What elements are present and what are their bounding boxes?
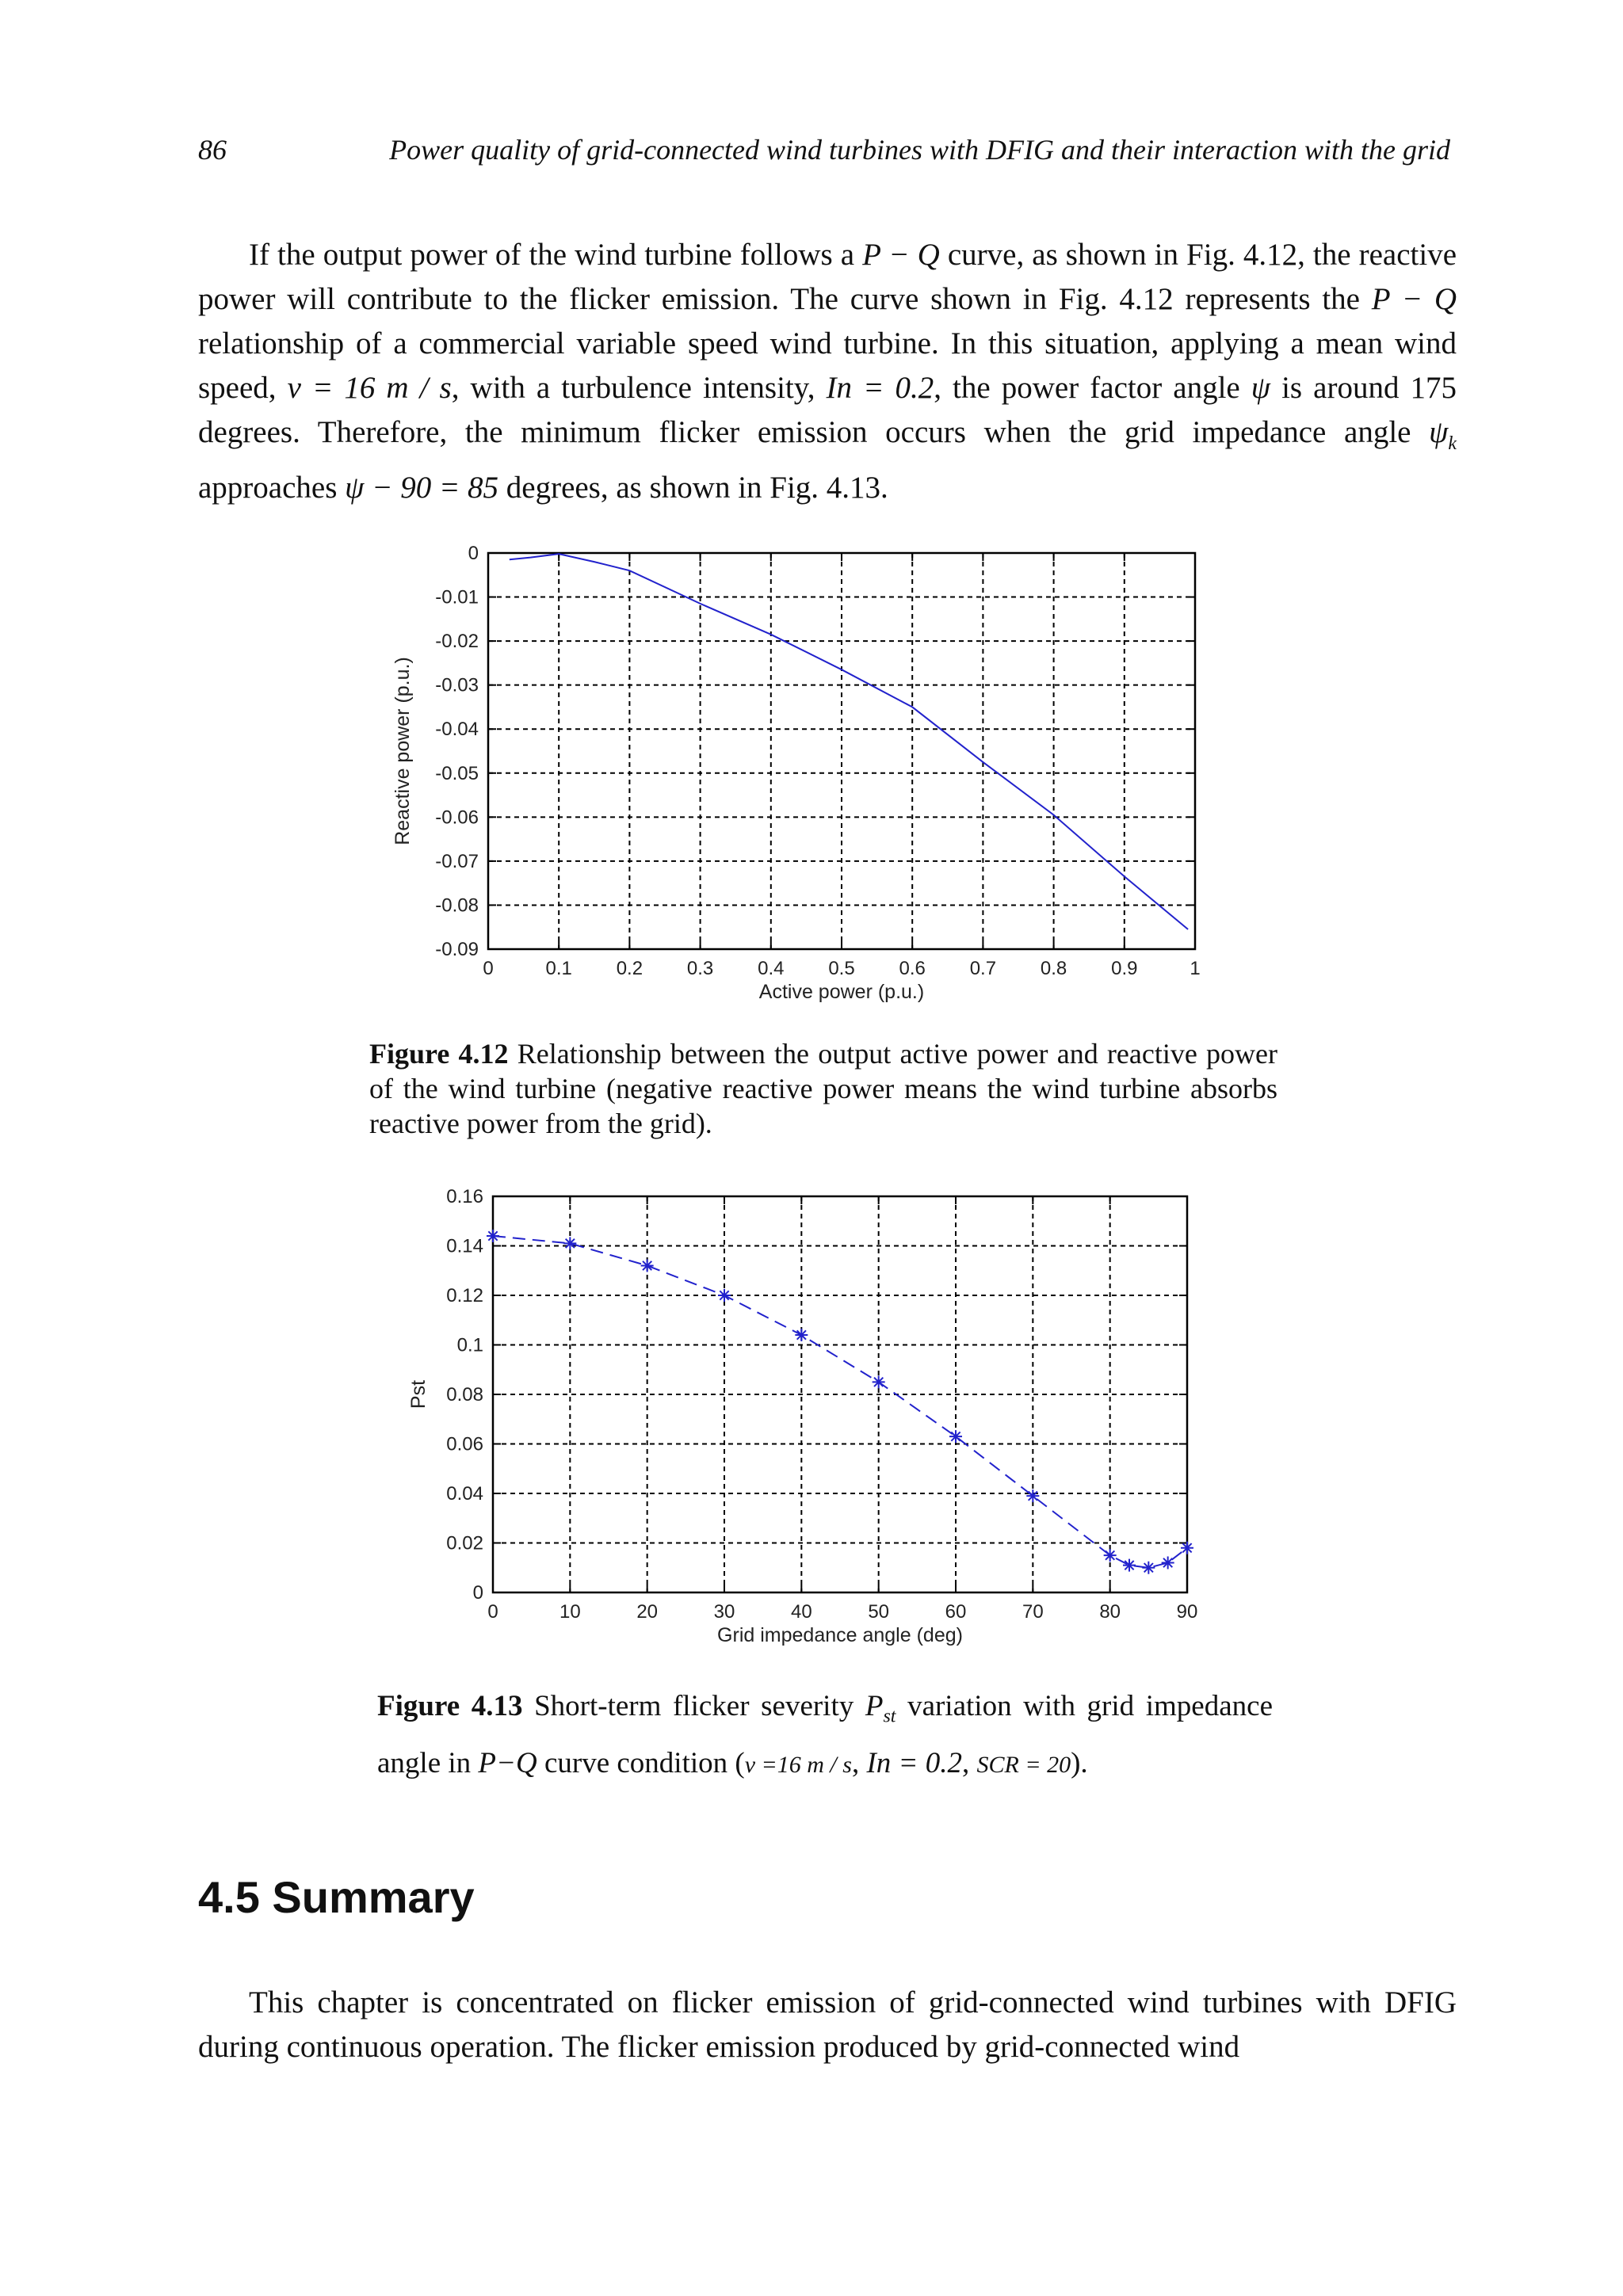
data-point-marker [563,1237,576,1249]
data-point-marker [1162,1557,1174,1569]
y-tick-label: 0.14 [446,1235,483,1257]
x-tick-label: 80 [1099,1601,1121,1623]
y-tick-label: -0.02 [435,631,479,653]
math-wind-speed: v = 16 m / s [287,371,452,405]
x-tick-label: 50 [868,1601,890,1623]
running-header [198,133,1450,173]
y-tick-label: 0.06 [446,1433,483,1455]
figure-4-13-chart [380,1177,1220,1653]
figure-4-12-label: Figure 4.12 [369,1038,509,1070]
summary-text: This chapter is concentrated on flicker emission of grid-connected wind turbines with DFIG during continuous operation. The flicker emission produced by grid-connected wind [198,1985,1457,2064]
data-point-marker [1104,1549,1117,1562]
section-heading: 4.5 Summary [198,1872,475,1922]
figure-4-12-chart [380,532,1220,1008]
y-tick-label: 0.1 [456,1334,483,1356]
x-axis-label: Grid impedance angle (deg) [717,1624,963,1646]
y-tick-label: 0.08 [446,1384,483,1405]
x-tick-label: 90 [1176,1601,1198,1623]
y-tick-label: -0.09 [435,939,479,960]
para1-text-1: If the output power of the wind turbine follows a [249,238,863,272]
y-tick-label: -0.03 [435,674,479,696]
page-number: 86 [198,134,227,166]
y-tick-label: 0.04 [446,1483,483,1505]
figure-4-13-text-1: Short-term flicker severity [522,1690,865,1722]
x-tick-label: 0.3 [686,958,714,979]
data-point-marker [1181,1542,1193,1554]
math-pq-1: P − Q [862,238,940,272]
para1-text-3: relationship of a commercial variable speed wind turbine. In this situation, applying a mean wind speed, [198,326,1457,405]
figure-4-13-text-3: curve condition ( [537,1747,745,1780]
math-scr: SCR = 20 [976,1752,1071,1779]
figure-4-12-caption [369,1036,1277,1141]
x-tick-label: 40 [790,1601,812,1623]
y-tick-label: 0.16 [446,1186,483,1207]
math-psi: ψ [1251,371,1271,405]
y-tick-label: -0.08 [435,894,479,917]
y-axis-label: Reactive power (p.u.) [391,657,414,845]
running-title: Power quality of grid-connected wind turbines with DFIG and their interaction with the grid [389,134,1450,166]
y-tick-label: -0.05 [435,762,479,784]
x-tick-label: 70 [1022,1601,1044,1623]
x-tick-label: 1 [1190,958,1201,979]
x-tick-label: 0.2 [616,958,643,979]
pq-chart [380,532,1220,1008]
math-pq-3: P−Q [478,1747,537,1780]
data-point-marker [949,1430,962,1443]
y-tick-label: -0.07 [435,850,479,872]
data-point-marker [1123,1559,1136,1572]
x-tick-label: 0 [483,958,494,979]
y-tick-label: 0.02 [446,1532,483,1554]
figure-4-13-text-6: ). [1071,1747,1088,1780]
x-tick-label: 0 [487,1601,498,1623]
x-tick-label: 30 [713,1601,735,1623]
x-tick-label: 10 [559,1601,581,1623]
y-tick-label: -0.01 [435,586,479,608]
figure-4-13-text-5: , [961,1747,977,1780]
para1-text-8: degrees, as shown in Fig. 4.13. [498,470,888,505]
y-tick-label: 0 [468,543,479,564]
figure-4-13-text-2: variation with grid impedance angle in [377,1690,1273,1780]
para1-text-4: , with a turbulence intensity, [451,371,827,405]
x-tick-label: 0.1 [545,958,572,979]
data-point-marker [718,1289,731,1302]
data-point-marker [1142,1562,1155,1574]
figure-4-13-text-4: , [851,1747,867,1780]
x-tick-label: 0.7 [969,958,997,979]
data-point-marker [641,1260,654,1272]
x-axis-label: Active power (p.u.) [758,981,925,1003]
math-pq-2: P − Q [1371,282,1457,316]
figure-4-12-text: Relationship between the output active power and reactive power of the wind turbine (negative reactive power means the wind turbine absorbs reactive power from the grid). [369,1038,1277,1139]
math-psi-k: $\psi_k$ [1429,415,1457,454]
x-tick-label: 0.6 [899,958,926,979]
data-point-marker [795,1329,808,1341]
para1-text-5: , the power factor angle [934,371,1251,405]
para1-text-6: is around 175 degrees. Therefore, the minimum flicker emission occurs when the grid impedance angle [198,371,1457,449]
x-tick-label: 0.5 [828,958,855,979]
figure-4-13-label: Figure 4.13 [377,1690,523,1722]
figure-4-13-caption [377,1683,1273,1789]
math-psi-minus-90: ψ − 90 = 85 [345,470,499,505]
y-axis-label: Pst [407,1379,430,1409]
data-point-marker [487,1230,499,1242]
x-tick-label: 20 [636,1601,659,1623]
x-tick-label: 0.8 [1040,958,1067,979]
para1-text-7: approaches [198,470,346,505]
data-point-marker [1026,1489,1039,1502]
y-tick-label: -0.06 [435,807,479,829]
math-pst: $P_{st}$ [865,1690,896,1727]
para1-text-2: curve, as shown in Fig. 4.12, the reactive power will contribute to the flicker emission. The curve shown in Fig. 4.12 represents the [198,238,1457,316]
summary-paragraph [198,1981,1457,2069]
intro-paragraph [198,233,1457,510]
plot-area [493,1196,1187,1592]
y-tick-label: 0 [472,1582,483,1604]
data-point-marker [873,1375,885,1388]
math-wind-speed-2: v =16 m / s [744,1752,852,1779]
pst-chart [380,1177,1220,1653]
math-turbulence-2: In = 0.2 [866,1747,962,1780]
math-turbulence: In = 0.2 [826,371,934,405]
x-tick-label: 0.9 [1111,958,1138,979]
x-tick-label: 0.4 [758,958,785,979]
y-tick-label: -0.04 [435,719,479,741]
y-tick-label: 0.12 [446,1285,483,1306]
plot-area [488,553,1195,949]
x-tick-label: 60 [945,1601,967,1623]
